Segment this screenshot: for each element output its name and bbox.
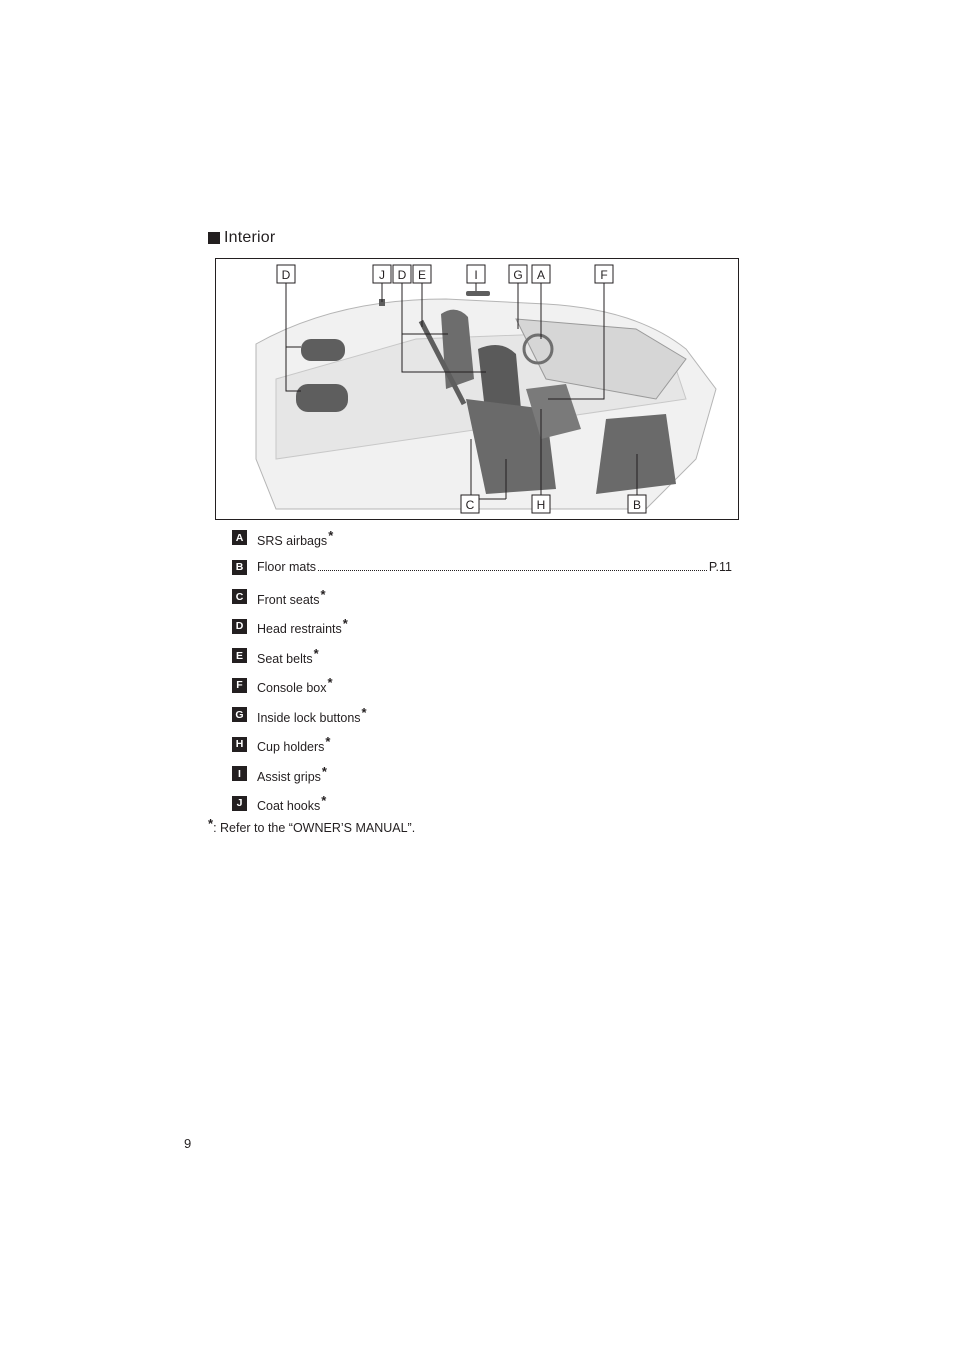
callout-label: B xyxy=(632,498,642,512)
callout-box xyxy=(595,265,613,283)
callout-label: J xyxy=(379,268,385,282)
callout-label: F xyxy=(600,268,608,282)
callout-label: E xyxy=(417,268,427,282)
item-label: Seat belts* xyxy=(257,645,319,666)
callout-box xyxy=(413,265,431,283)
callout-box xyxy=(532,495,550,513)
assist-grip-shape xyxy=(466,291,490,296)
callout-label: I xyxy=(474,268,478,282)
list-item xyxy=(232,789,732,819)
callout-box xyxy=(461,495,479,513)
letter-badge: B xyxy=(232,560,247,575)
item-label: Cup holders* xyxy=(257,734,331,755)
letter-badge: J xyxy=(232,796,247,811)
list-item xyxy=(232,641,732,671)
callout-box xyxy=(467,265,485,283)
section-marker-icon xyxy=(208,232,220,244)
letter-badge: G xyxy=(232,707,247,722)
callout-box xyxy=(509,265,527,283)
item-label: SRS airbags* xyxy=(257,527,334,548)
footnote-text: : Refer to the “OWNER’S MANUAL”. xyxy=(213,821,416,835)
item-label: Inside lock buttons* xyxy=(257,704,367,725)
list-item xyxy=(232,730,732,760)
letter-badge: I xyxy=(232,766,247,781)
item-label: Assist grips* xyxy=(257,763,327,784)
item-label: Head restraints* xyxy=(257,616,348,637)
list-item xyxy=(232,523,732,553)
list-item xyxy=(232,759,732,789)
letter-badge: E xyxy=(232,648,247,663)
list-item xyxy=(232,553,732,583)
interior-diagram xyxy=(216,259,738,519)
dot-leader xyxy=(318,570,707,571)
list-item xyxy=(232,700,732,730)
letter-badge: A xyxy=(232,530,247,545)
legend-list xyxy=(232,523,732,818)
interior-illustration xyxy=(215,258,739,520)
section-heading xyxy=(208,229,275,247)
footnote xyxy=(208,816,415,835)
section-title: Interior xyxy=(224,229,276,246)
letter-badge: D xyxy=(232,619,247,634)
callout-label: G xyxy=(513,268,523,282)
callout-label: C xyxy=(465,498,475,512)
page-reference-link[interactable]: P.11 xyxy=(708,560,732,575)
item-label: Front seats* xyxy=(257,586,326,607)
letter-badge: C xyxy=(232,589,247,604)
rear-head-restraint-lower xyxy=(296,384,348,412)
footnote-star: * xyxy=(208,816,214,831)
callout-label: H xyxy=(536,498,546,512)
list-item xyxy=(232,671,732,701)
callout-label: D xyxy=(397,268,407,282)
callout-label: A xyxy=(536,268,546,282)
list-item xyxy=(232,582,732,612)
callout-box xyxy=(277,265,295,283)
item-label: Coat hooks* xyxy=(257,793,327,814)
callout-box xyxy=(393,265,411,283)
letter-badge: F xyxy=(232,678,247,693)
callout-box xyxy=(628,495,646,513)
letter-badge: H xyxy=(232,737,247,752)
list-item xyxy=(232,612,732,642)
callout-label: D xyxy=(281,268,291,282)
callouts-top xyxy=(277,265,613,283)
floor-mat-shape xyxy=(596,414,676,494)
page-number: 9 xyxy=(184,1136,192,1151)
callout-box xyxy=(373,265,391,283)
callout-box xyxy=(532,265,550,283)
item-label: Floor mats xyxy=(257,560,317,575)
rear-head-restraint-upper xyxy=(301,339,345,361)
item-label: Console box* xyxy=(257,675,333,696)
